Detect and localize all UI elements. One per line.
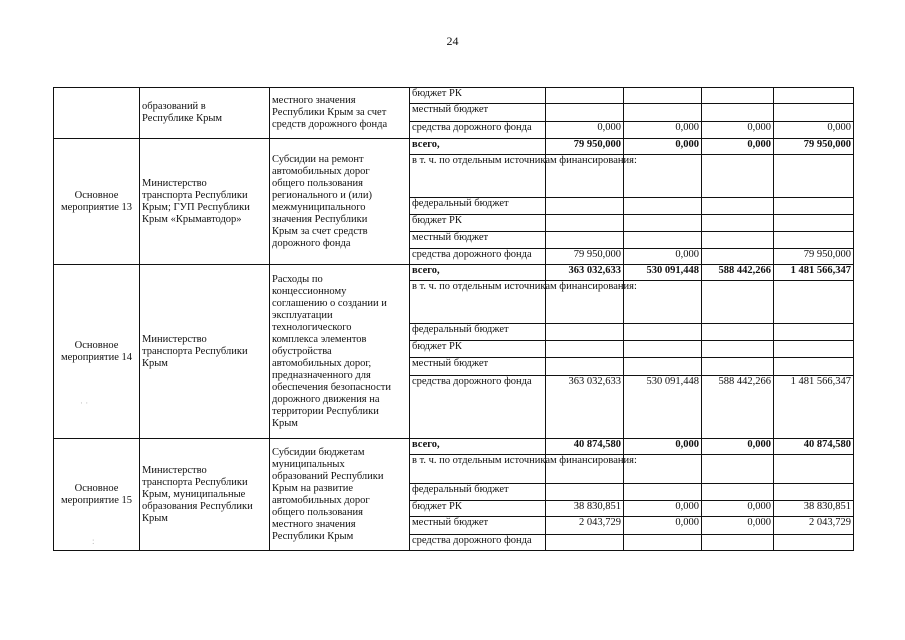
amount-cell bbox=[702, 232, 774, 249]
amount-cell: 0,000 bbox=[702, 439, 774, 455]
amount-cell: 79 950,000 bbox=[774, 139, 854, 155]
amount-cell: 79 950,000 bbox=[774, 249, 854, 265]
amount-cell bbox=[546, 535, 624, 551]
scan-mark: : bbox=[92, 536, 95, 546]
amount-cell bbox=[774, 281, 854, 324]
amount-cell bbox=[546, 198, 624, 215]
amount-cell: 588 442,266 bbox=[702, 376, 774, 439]
funding-source: в т. ч. по отдельным источникам финансирования: bbox=[410, 455, 546, 484]
amount-cell: 1 481 566,347 bbox=[774, 265, 854, 281]
amount-cell bbox=[624, 215, 702, 232]
activity-name: Основное мероприятие 14 bbox=[54, 265, 140, 439]
amount-cell: 40 874,580 bbox=[546, 439, 624, 455]
amount-cell: 0,000 bbox=[546, 122, 624, 139]
amount-cell bbox=[702, 249, 774, 265]
funding-source: федеральный бюджет bbox=[410, 324, 546, 341]
activity-description: Субсидии на ремонт автомобильных дорог общего пользования регионального и (или) межмуниципального значения Республики Крым за счет средств дорожного фонда bbox=[270, 139, 410, 265]
amount-cell: 363 032,633 bbox=[546, 265, 624, 281]
funding-source: местный бюджет bbox=[410, 517, 546, 535]
page-number: 24 bbox=[446, 34, 459, 48]
amount-cell bbox=[624, 88, 702, 104]
funding-source: средства дорожного фонда bbox=[410, 376, 546, 439]
amount-cell bbox=[546, 88, 624, 104]
amount-cell: 38 830,851 bbox=[546, 501, 624, 517]
table-row bbox=[54, 139, 854, 155]
funding-source: федеральный бюджет bbox=[410, 484, 546, 501]
funding-source: средства дорожного фонда bbox=[410, 535, 546, 551]
amount-cell bbox=[702, 324, 774, 341]
amount-cell bbox=[624, 232, 702, 249]
amount-cell bbox=[702, 535, 774, 551]
amount-cell bbox=[624, 341, 702, 358]
amount-cell bbox=[624, 535, 702, 551]
funding-source: всего, bbox=[410, 439, 546, 455]
amount-cell: 0,000 bbox=[702, 517, 774, 535]
amount-cell bbox=[702, 155, 774, 198]
executor: Министерство транспорта Республики Крым bbox=[140, 265, 270, 439]
activity-name bbox=[54, 88, 140, 139]
amount-cell: 588 442,266 bbox=[702, 265, 774, 281]
amount-cell bbox=[774, 198, 854, 215]
amount-cell: 40 874,580 bbox=[774, 439, 854, 455]
amount-cell bbox=[774, 324, 854, 341]
amount-cell bbox=[702, 104, 774, 122]
amount-cell bbox=[774, 104, 854, 122]
amount-cell: 0,000 bbox=[624, 122, 702, 139]
funding-source: бюджет РК bbox=[410, 88, 546, 104]
activity-description: местного значения Республики Крым за счет средств дорожного фонда bbox=[270, 88, 410, 139]
amount-cell: 0,000 bbox=[702, 122, 774, 139]
funding-source: бюджет РК bbox=[410, 341, 546, 358]
amount-cell: 79 950,000 bbox=[546, 139, 624, 155]
amount-cell bbox=[702, 358, 774, 376]
funding-source: средства дорожного фонда bbox=[410, 249, 546, 265]
amount-cell: 0,000 bbox=[624, 517, 702, 535]
amount-cell: 38 830,851 bbox=[774, 501, 854, 517]
amount-cell: 0,000 bbox=[624, 501, 702, 517]
funding-source: местный бюджет bbox=[410, 232, 546, 249]
budget-table bbox=[53, 87, 854, 551]
amount-cell bbox=[774, 88, 854, 104]
amount-cell bbox=[546, 215, 624, 232]
amount-cell bbox=[774, 484, 854, 501]
executor: Министерство транспорта Республики Крым, муниципальные образования Республики Крым bbox=[140, 439, 270, 551]
amount-cell bbox=[546, 341, 624, 358]
amount-cell bbox=[702, 215, 774, 232]
funding-source: всего, bbox=[410, 139, 546, 155]
activity-name: Основное мероприятие 13 bbox=[54, 139, 140, 265]
amount-cell: 530 091,448 bbox=[624, 376, 702, 439]
amount-cell bbox=[774, 455, 854, 484]
amount-cell bbox=[774, 358, 854, 376]
amount-cell: 363 032,633 bbox=[546, 376, 624, 439]
amount-cell: 0,000 bbox=[702, 501, 774, 517]
amount-cell bbox=[774, 535, 854, 551]
table-row bbox=[54, 88, 854, 104]
amount-cell bbox=[774, 232, 854, 249]
funding-source: местный бюджет bbox=[410, 358, 546, 376]
amount-cell bbox=[546, 104, 624, 122]
funding-source: средства дорожного фонда bbox=[410, 122, 546, 139]
amount-cell bbox=[624, 324, 702, 341]
executor: образований в Республике Крым bbox=[140, 88, 270, 139]
activity-description: Расходы по концессионному соглашению о создании и эксплуатации технологического комплекса элементов обустройства автомобильных дорог, предназначенного для обеспечения безопасности дорожного движения на территории Республики Крым bbox=[270, 265, 410, 439]
activity-description: Субсидии бюджетам муниципальных образований Республики Крым на развитие автомобильных дорог общего пользования местного значения Республики Крым bbox=[270, 439, 410, 551]
amount-cell bbox=[624, 104, 702, 122]
table-row bbox=[54, 265, 854, 281]
amount-cell bbox=[702, 484, 774, 501]
amount-cell: 530 091,448 bbox=[624, 265, 702, 281]
amount-cell bbox=[546, 324, 624, 341]
amount-cell: 0,000 bbox=[624, 139, 702, 155]
amount-cell bbox=[774, 215, 854, 232]
amount-cell: 1 481 566,347 bbox=[774, 376, 854, 439]
executor: Министерство транспорта Республики Крым; ГУП Республики Крым «Крымавтодор» bbox=[140, 139, 270, 265]
amount-cell bbox=[624, 198, 702, 215]
amount-cell: 2 043,729 bbox=[546, 517, 624, 535]
funding-source: федеральный бюджет bbox=[410, 198, 546, 215]
amount-cell bbox=[702, 88, 774, 104]
amount-cell bbox=[702, 455, 774, 484]
amount-cell bbox=[702, 281, 774, 324]
amount-cell bbox=[546, 484, 624, 501]
amount-cell: 0,000 bbox=[624, 249, 702, 265]
funding-source: в т. ч. по отдельным источникам финансирования: bbox=[410, 155, 546, 198]
amount-cell bbox=[624, 358, 702, 376]
amount-cell bbox=[624, 484, 702, 501]
amount-cell bbox=[774, 155, 854, 198]
amount-cell bbox=[702, 198, 774, 215]
amount-cell bbox=[702, 341, 774, 358]
scan-mark: · · bbox=[80, 398, 89, 408]
activity-name: Основное мероприятие 15 bbox=[54, 439, 140, 551]
funding-source: всего, bbox=[410, 265, 546, 281]
amount-cell: 0,000 bbox=[702, 139, 774, 155]
funding-source: бюджет РК bbox=[410, 215, 546, 232]
amount-cell: 2 043,729 bbox=[774, 517, 854, 535]
amount-cell bbox=[546, 358, 624, 376]
funding-source: в т. ч. по отдельным источникам финансирования: bbox=[410, 281, 546, 324]
amount-cell: 0,000 bbox=[774, 122, 854, 139]
amount-cell: 79 950,000 bbox=[546, 249, 624, 265]
amount-cell bbox=[546, 232, 624, 249]
funding-source: бюджет РК bbox=[410, 501, 546, 517]
funding-source: местный бюджет bbox=[410, 104, 546, 122]
amount-cell bbox=[774, 341, 854, 358]
amount-cell: 0,000 bbox=[624, 439, 702, 455]
table-row bbox=[54, 439, 854, 455]
